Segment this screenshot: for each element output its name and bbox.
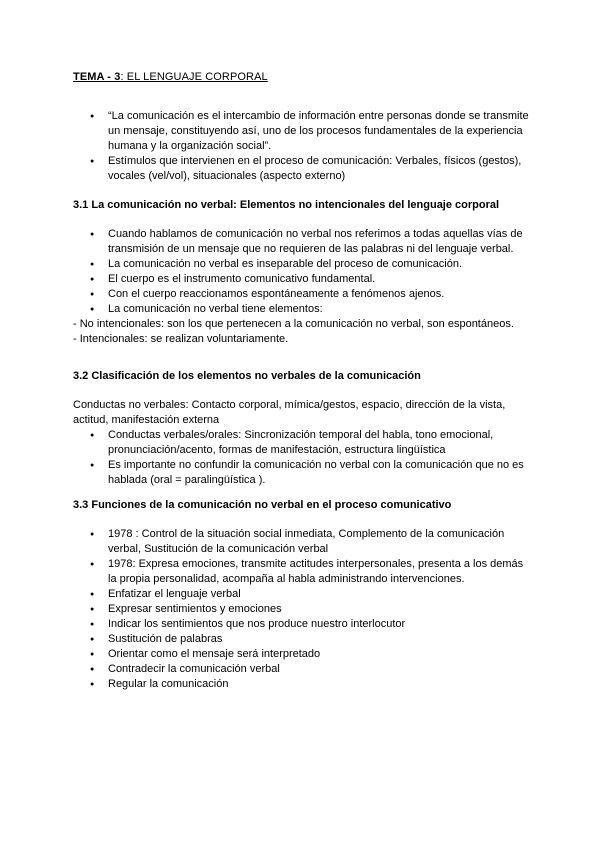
- intro-item: ● “La comunicación es el intercambio de información entre personas donde se transmite un mensaje, constituyendo así, uno de los procesos fundamentales de la experiencia humana y la organización social”.: [73, 109, 533, 154]
- section-3-2-paragraph: Conductas no verbales: Contacto corporal, mímica/gestos, espacio, dirección de la vista, actitud, manifestación externa: [73, 399, 506, 426]
- list-item: ● 1978 : Control de la situación social inmediata, Complemento de la comunicación verbal, Sustitución de la comunicación verbal: [73, 527, 533, 557]
- list-item: ● Contradecir la comunicación verbal: [73, 662, 533, 677]
- dash-line-intencionales: - Intencionales: se realizan voluntariamente.: [73, 333, 289, 345]
- document-title: [73, 70, 533, 85]
- list-item: ● Regular la comunicación: [73, 677, 533, 692]
- list-item: ● Sustitución de palabras: [73, 632, 533, 647]
- title-tema: TEMA - 3: [73, 71, 121, 83]
- section-heading-3-1: 3.1 La comunicación no verbal: Elementos no intencionales del lenguaje corporal: [73, 199, 500, 211]
- list-item: ● Enfatizar el lenguaje verbal: [73, 587, 533, 602]
- list-item: ● La comunicación no verbal tiene elementos:: [73, 302, 533, 317]
- section-heading-3-3: 3.3 Funciones de la comunicación no verbal en el proceso comunicativo: [73, 499, 452, 511]
- list-item: ● Expresar sentimientos y emociones: [73, 602, 533, 617]
- list-item: ● El cuerpo es el instrumento comunicativo fundamental.: [73, 272, 533, 287]
- list-item: ● Conductas verbales/orales: Sincronización temporal del habla, tono emocional, pronunciación/acento, formas de manifestación, estructura lingüística: [73, 428, 533, 458]
- list-item: ● Orientar como el mensaje será interpretado: [73, 647, 533, 662]
- intro-list: [73, 109, 533, 184]
- dash-line-no-intencionales: - No intencionales: son los que pertenecen a la comunicación no verbal, son espontáneos.: [73, 318, 514, 330]
- section-3-3-list: [73, 527, 533, 692]
- list-item: ● 1978: Expresa emociones, transmite actitudes interpersonales, presenta a los demás la propia personalidad, acompaña al habla administrando intervenciones.: [73, 557, 533, 587]
- document-page: [73, 70, 533, 692]
- list-item: ● Indicar los sentimientos que nos produce nuestro interlocutor: [73, 617, 533, 632]
- section-heading-3-2: 3.2 Clasificación de los elementos no verbales de la comunicación: [73, 370, 421, 382]
- list-item: ● Con el cuerpo reaccionamos espontáneamente a fenómenos ajenos.: [73, 287, 533, 302]
- intro-item: ● Estímulos que intervienen en el proceso de comunicación: Verbales, físicos (gestos), vocales (vel/vol), situacionales (aspecto externo): [73, 154, 533, 184]
- list-item: ● Cuando hablamos de comunicación no verbal nos referimos a todas aquellas vías de transmisión de un mensaje que no requieren de las palabras ni del lenguaje verbal.: [73, 227, 533, 257]
- list-item: ● Es importante no confundir la comunicación no verbal con la comunicación que no es hablada (oral = paralingüística ).: [73, 458, 533, 488]
- section-3-2-list: [73, 428, 533, 488]
- title-rest: : EL LENGUAJE CORPORAL: [120, 71, 268, 83]
- list-item: ● La comunicación no verbal es inseparable del proceso de comunicación.: [73, 257, 533, 272]
- section-3-1-list: [73, 227, 533, 317]
